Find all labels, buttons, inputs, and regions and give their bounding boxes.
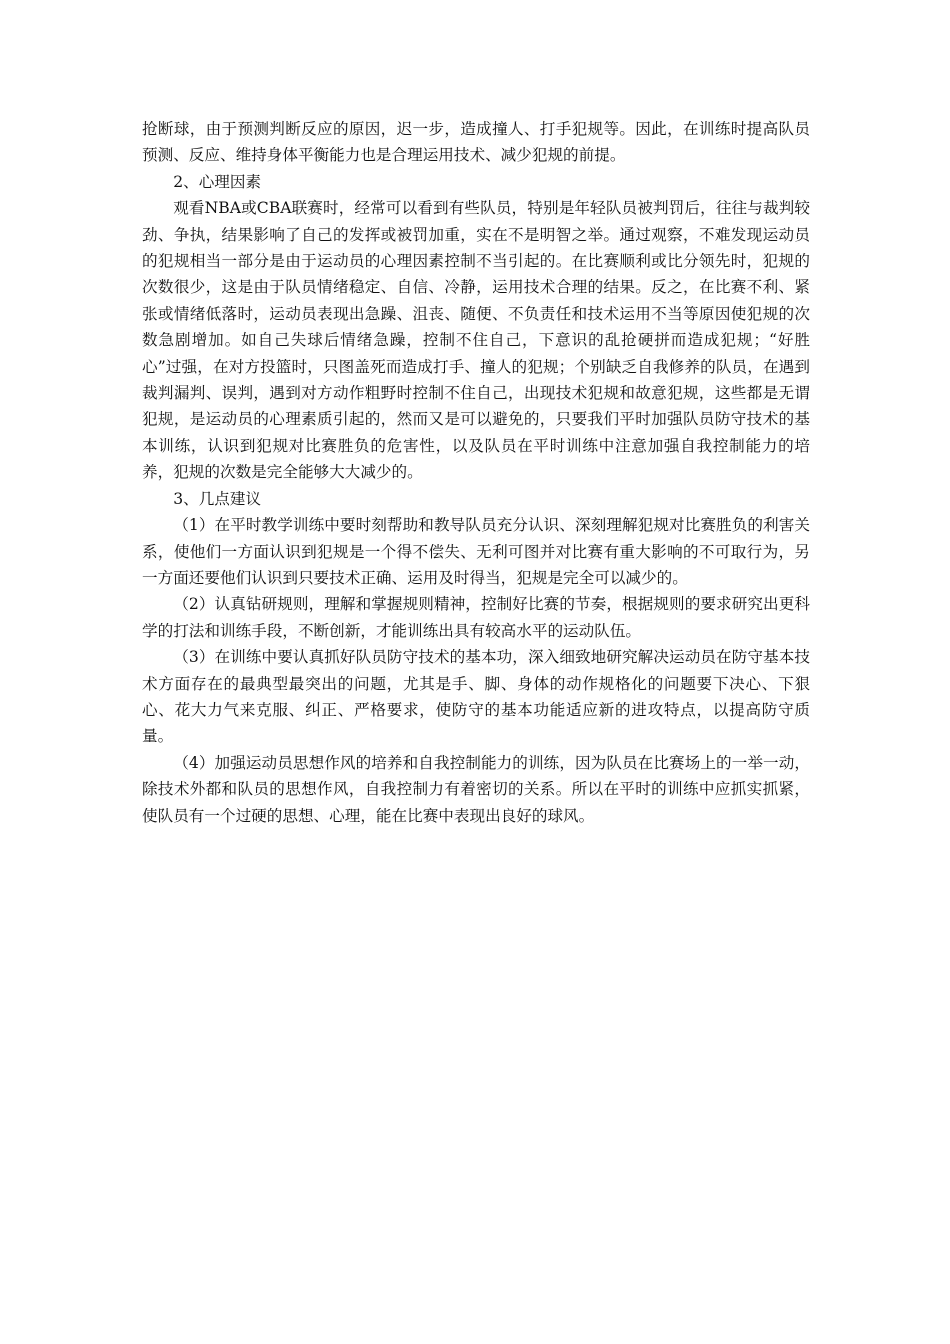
paragraph-psychological-factors: 观看NBA或CBA联赛时，经常可以看到有些队员，特别是年轻队员被判罚后，往往与裁判较劲、争执，结果影响了自己的发挥或被罚加重，实在不是明智之举。通过观察，不难发现运动员的犯规相当一部分是由于运动员的心理因素控制不当引起的。在比赛顺利或比分领先时，犯规的次数很少，这是由于队员情绪稳定、自信、冷静，运用技术合理的结果。反之，在比赛不利、紧张或情绪低落时，运动员表现出急躁、沮丧、随便、不负责任和技术运用不当等原因使犯规的次数急剧增加。如自己失球后情绪急躁，控制不住自己，下意识的乱抢硬拼而造成犯规；“好胜心”过强，在对方投篮时，只图盖死而造成打手、撞人的犯规；个别缺乏自我修养的队员，在遇到裁判漏判、误判，遇到对方动作粗野时控制不住自己，出现技术犯规和故意犯规，这些都是无谓犯规，是运动员的心理素质引起的，然而又是可以避免的，只要我们平时加强队员防守技术的基本训练，认识到犯规对比赛胜负的危害性，以及队员在平时训练中注意加强自我控制能力的培养，犯规的次数是完全能够大大减少的。 (142, 199, 810, 482)
paragraph-suggestion-1: （1）在平时教学训练中要时刻帮助和教导队员充分认识、深刻理解犯规对比赛胜负的利害关系，使他们一方面认识到犯规是一个得不偿失、无利可图并对比赛有重大影响的不可取行为，另一方面还要他们认识到只要技术正确、运用及时得当，犯规是完全可以减少的。 (142, 516, 810, 587)
paragraph-continuation: 抢断球，由于预测判断反应的原因，迟一步，造成撞人、打手犯规等。因此，在训练时提高队员预测、反应、维持身体平衡能力也是合理运用技术、减少犯规的前提。 (142, 120, 810, 165)
section-heading-psychological-factors: 2、心理因素 (173, 172, 262, 191)
document-body (142, 116, 810, 829)
section-heading-suggestions: 3、几点建议 (173, 489, 262, 508)
paragraph-suggestion-4: （4）加强运动员思想作风的培养和自我控制能力的训练，因为队员在比赛场上的一举一动，除技术外都和队员的思想作风，自我控制力有着密切的关系。所以在平时的训练中应抓实抓紧，使队员有一个过硬的思想、心理，能在比赛中表现出良好的球风。 (142, 753, 810, 825)
paragraph-suggestion-2: （2）认真钻研规则，理解和掌握规则精神，控制好比赛的节奏，根据规则的要求研究出更科学的打法和训练手段，不断创新，才能训练出具有较高水平的运动队伍。 (142, 595, 810, 640)
paragraph-suggestion-3: （3）在训练中要认真抓好队员防守技术的基本功，深入细致地研究解决运动员在防守基本技术方面存在的最典型最突出的问题，尤其是手、脚、身体的动作规格化的问题要下决心、下狠心、花大力气来克服、纠正、严格要求，使防守的基本功能适应新的进攻特点，以提高防守质量。 (142, 648, 810, 746)
